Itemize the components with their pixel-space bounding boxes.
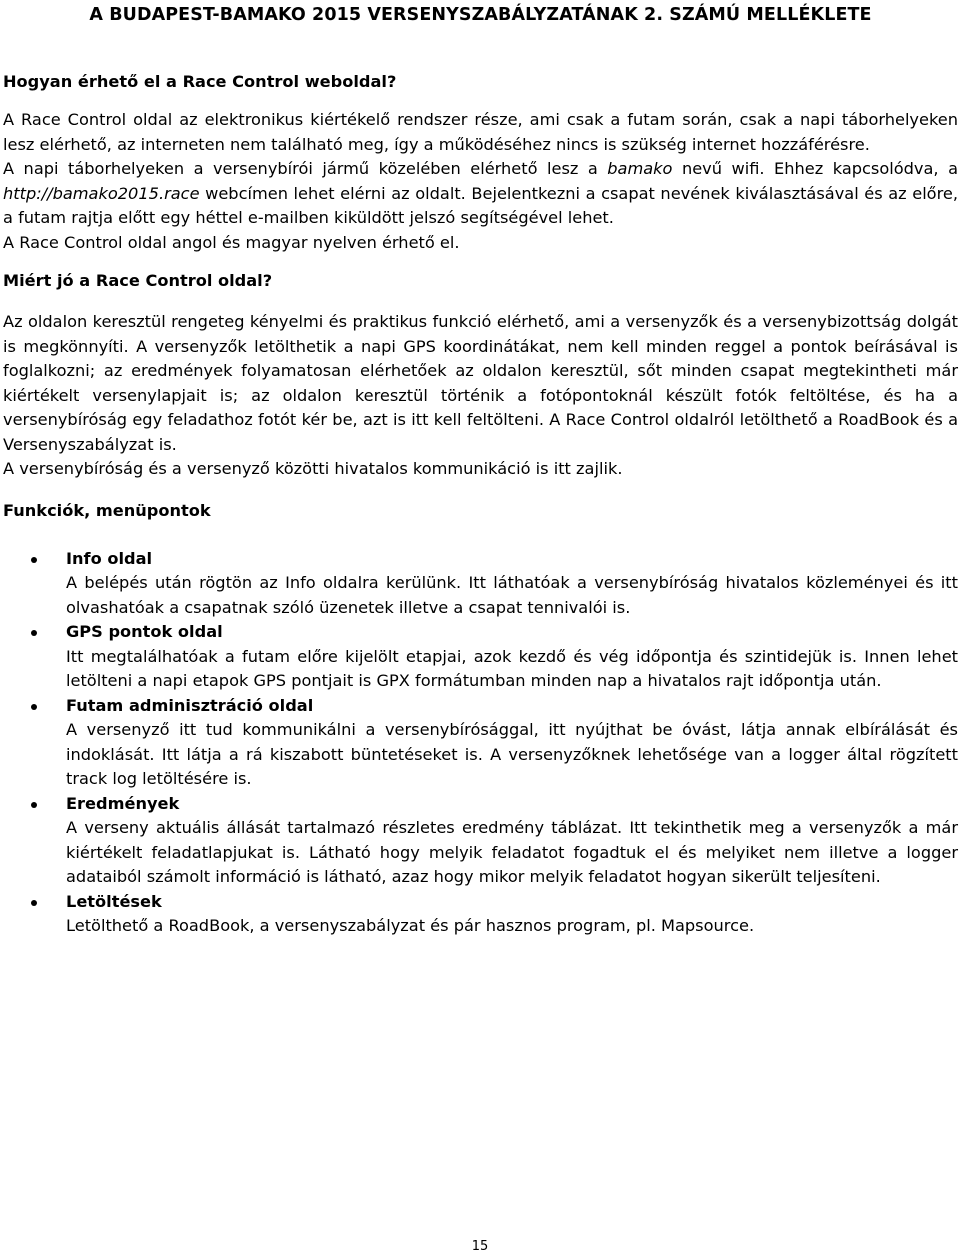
list-item (3, 694, 958, 792)
list-item-text: Letölthető a RoadBook, a versenyszabályzat és pár hasznos program, pl. Mapsource. (66, 916, 755, 935)
paragraph-communication: A versenybíróság és a versenyző közötti hivatalos kommunikáció is itt zajlik. (3, 459, 623, 478)
paragraph-wifi-text-c: webcímen lehet elérni az oldalt. Bejelentkezni a csapat nevének kiválasztásával és az előre, a futam rajtja előtt egy héttel e-mailben kiküldött jelszó segítségével lehet. (3, 183, 958, 227)
list-item-title: Futam adminisztráció oldal (66, 695, 314, 715)
wifi-name: bamako (607, 159, 673, 178)
list-item-title: GPS pontok oldal (66, 622, 223, 641)
section-heading-functions: Funkciók, menüpontok (3, 500, 211, 520)
list-item-text: Itt megtalálhatóak a futam előre kijelölt etapjai, azok kezdő és vég időpontja és szintidejük is. Innen lehet letölteni a napi etapok GPS pontjait is GPX formátumban minden nap a hivatalos rajt időpontja után. (66, 646, 958, 690)
section-heading-benefits: Miért jó a Race Control oldal? (3, 271, 273, 290)
functions-list (3, 547, 958, 939)
list-item (3, 620, 958, 694)
document-title: A BUDAPEST-BAMAKO 2015 VERSENYSZABÁLYZATÁNAK 2. SZÁMÚ MELLÉKLETE (89, 5, 872, 25)
paragraph-benefits: Az oldalon keresztül rengeteg kényelmi és praktikus funkció elérhető, ami a versenyzők és a versenybizottság dolgát is megkönnyíti. A versenyzők letölthetik a napi GPS koordinátákat, nem kell minden reggel a pontok beírásával is foglalkozni; az eredmények folyamatosan elérhetőek az oldalon keresztül, sőt minden csapat megtekintheti már kiértékelt versenylapjait is; az oldalon keresztül történik a fotópontoknál készült fotók feltöltése, és ha a versenybíróság egy feladathoz fotót kér be, azt is itt kell feltölteni. A Race Control oldalról letölthető a RoadBook és a Versenyszabályzat is. (3, 312, 958, 454)
list-item-text: A belépés után rögtön az Info oldalra kerülünk. Itt láthatóak a versenybíróság hivatalos közleményei és itt olvashatóak a csapatnak szóló üzenetek illetve a csapat tennivalói is. (66, 573, 958, 617)
document-body (3, 70, 958, 939)
paragraph-intro: A Race Control oldal az elektronikus kiértékelő rendszer része, ami csak a futam során, csak a napi táborhelyeken lesz elérhető, az interneten nem található meg, így a működéséhez nincs is szükség internet hozzáférésre. (3, 110, 958, 154)
list-item-title: Eredmények (66, 793, 180, 813)
list-item (3, 890, 958, 939)
paragraph-languages: A Race Control oldal angol és magyar nyelven érhető el. (3, 232, 460, 252)
bullet-icon (31, 704, 37, 710)
paragraph-wifi-text-b: nevű wifi. Ehhez kapcsolódva, a (672, 159, 958, 178)
section-heading-access: Hogyan érhető el a Race Control weboldal? (3, 72, 397, 91)
list-item (3, 547, 958, 621)
list-item-text: A verseny aktuális állását tartalmazó részletes eredmény táblázat. Itt tekinthetik meg a versenyzők a már kiértékelt feladatlapjukat is. Látható hogy melyik feladatot fogadtuk el és melyiket nem illetve a logger adataiból számolt információ is látható, azaz hogy mikor melyik feladatot hogyan sikerült teljesíteni. (66, 818, 958, 886)
bullet-icon (31, 900, 37, 906)
list-item (3, 792, 958, 890)
list-item-title: Letöltések (66, 891, 162, 911)
paragraph-wifi (3, 157, 958, 231)
bullet-icon (31, 557, 37, 563)
list-item-text: A versenyző itt tud kommunikálni a versenybírósággal, itt nyújthat be óvást, látja annak elbírálását és indoklását. Itt látja a rá kiszabott büntetéseket is. A versenyzőknek lehetősége van a logger által rögzített track log letöltésére is. (66, 720, 958, 788)
bullet-icon (31, 630, 37, 636)
page-number: 15 (471, 1239, 489, 1254)
race-control-url: http://bamako2015.race (3, 183, 200, 203)
list-item-title: Info oldal (66, 548, 153, 568)
bullet-icon (31, 802, 37, 808)
paragraph-wifi-text-a: A napi táborhelyeken a versenybírói jármű közelében elérhető lesz a (3, 159, 608, 178)
